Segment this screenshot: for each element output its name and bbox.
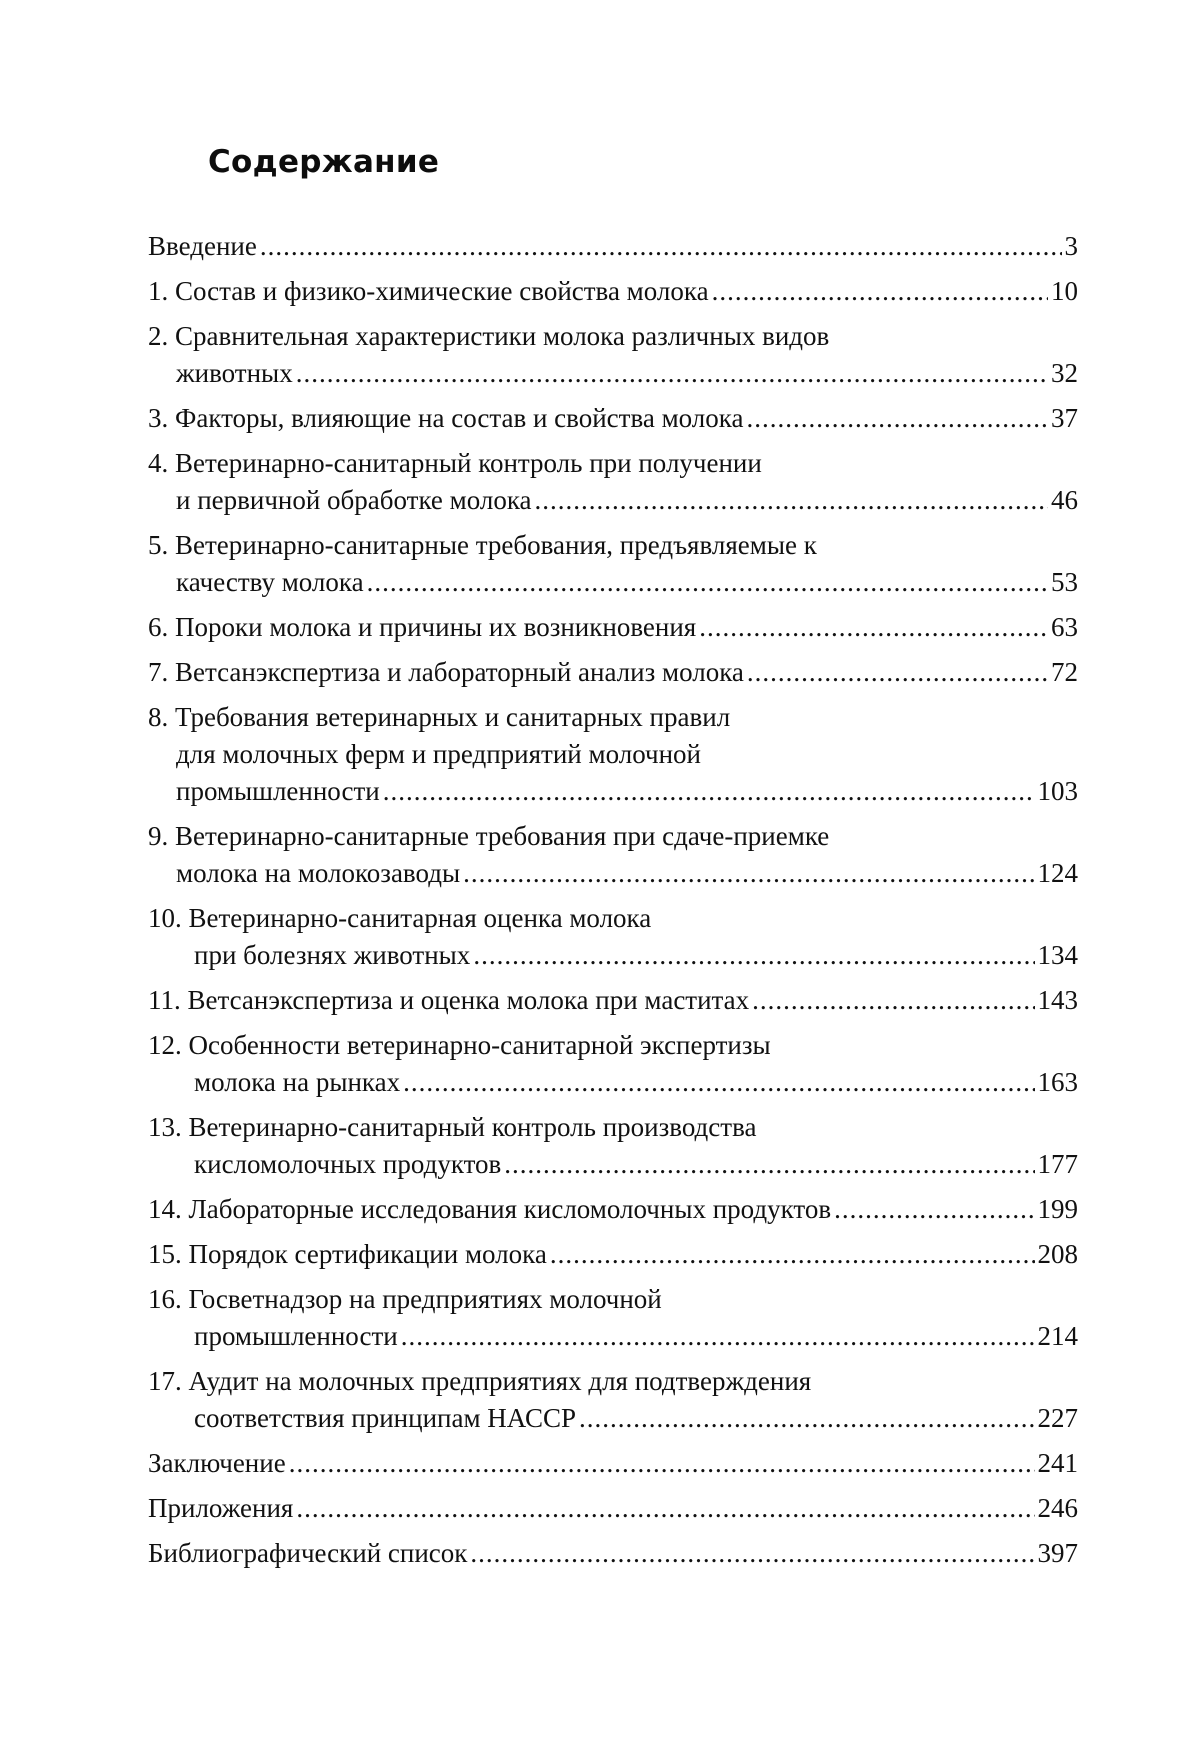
toc-entry [148, 228, 1078, 265]
toc-entry-text: 10. Ветеринарно-санитарная оценка молока [148, 903, 652, 933]
toc-entry-text: при болезнях животных [194, 940, 471, 970]
toc-entry-line [148, 736, 1078, 773]
toc-entry-text: 14. Лабораторные исследования кисломолочных продуктов [148, 1194, 832, 1224]
toc-entry [148, 1109, 1078, 1183]
toc-entry-line [148, 1363, 1078, 1400]
toc-entry-text: 2. Сравнительная характеристики молока различных видов [148, 321, 830, 351]
dot-leader [746, 400, 1048, 437]
toc-entry [148, 1236, 1078, 1273]
toc-page-number: 103 [1037, 776, 1078, 806]
toc-entry-text: 5. Ветеринарно-санитарные требования, предъявляемые к [148, 530, 817, 560]
toc-entry-text: 11. Ветсанэкспертиза и оценка молока при маститах [148, 985, 750, 1015]
toc-page-number: 10 [1051, 276, 1078, 306]
toc-entry [148, 527, 1078, 601]
toc-entry-text: Введение [148, 231, 257, 261]
toc-page-number: 143 [1037, 985, 1078, 1015]
dot-leader [834, 1191, 1034, 1228]
toc-entry [148, 654, 1078, 691]
toc-page-number: 32 [1051, 358, 1078, 388]
dot-leader [401, 1318, 1035, 1355]
toc-entry [148, 1027, 1078, 1101]
toc-page-number: 46 [1051, 485, 1078, 515]
dot-leader [535, 482, 1048, 519]
toc-entry-line [148, 699, 1078, 736]
toc-entry-text: 3. Факторы, влияющие на состав и свойства молока [148, 403, 744, 433]
toc-entry-text: для молочных ферм и предприятий молочной [176, 739, 701, 769]
toc-page-number: 227 [1037, 1403, 1078, 1433]
toc-entry-line [148, 1445, 1078, 1482]
toc-entry-line [148, 445, 1078, 482]
toc-page-number: 3 [1064, 231, 1078, 261]
toc-entry-text: молока на молокозаводы [176, 858, 461, 888]
toc-entry-text: молока на рынках [194, 1067, 401, 1097]
toc-entry-line [148, 773, 1078, 810]
toc-entry-line [148, 355, 1078, 392]
toc-entry-text: соответствия принципам НАССР [194, 1403, 576, 1433]
toc-entry-text: промышленности [194, 1321, 398, 1351]
page-title: Содержание [208, 144, 440, 180]
toc-entry [148, 273, 1078, 310]
toc-entry-text: 13. Ветеринарно-санитарный контроль производства [148, 1112, 757, 1142]
dot-leader [289, 1445, 1035, 1482]
toc-entry-line [148, 855, 1078, 892]
toc-entry-line [148, 1191, 1078, 1228]
toc-entry-line [148, 818, 1078, 855]
toc-entry-line [148, 318, 1078, 355]
toc-page-number: 72 [1051, 657, 1078, 687]
toc-entry-text: качеству молока [176, 567, 364, 597]
toc-entry [148, 818, 1078, 892]
toc-entry-text: Заключение [148, 1448, 286, 1478]
toc-entry-text: и первичной обработке молока [176, 485, 532, 515]
toc-entry-text: 12. Особенности ветеринарно-санитарной экспертизы [148, 1030, 771, 1060]
toc-entry-text: животных [176, 358, 293, 388]
dot-leader [473, 937, 1034, 974]
toc-entry-text: 17. Аудит на молочных предприятиях для подтверждения [148, 1366, 812, 1396]
toc-entry [148, 900, 1078, 974]
toc-entry [148, 699, 1078, 810]
toc-page-number: 214 [1037, 1321, 1078, 1351]
toc-entry-line [148, 228, 1078, 265]
toc-page-number: 134 [1037, 940, 1078, 970]
dot-leader [367, 564, 1048, 601]
toc-page-number: 199 [1037, 1194, 1078, 1224]
dot-leader [383, 773, 1035, 810]
toc-entry [148, 445, 1078, 519]
toc-entry-line [148, 1400, 1078, 1437]
table-of-contents [148, 228, 1078, 1580]
dot-leader [747, 654, 1048, 691]
toc-entry-line [148, 482, 1078, 519]
toc-entry-line [148, 982, 1078, 1019]
toc-entry-line [148, 1535, 1078, 1572]
toc-entry [148, 400, 1078, 437]
toc-entry-text: 16. Госветнадзор на предприятиях молочной [148, 1284, 662, 1314]
toc-entry-text: 1. Состав и физико-химические свойства молока [148, 276, 709, 306]
toc-entry-line [148, 654, 1078, 691]
toc-entry-line [148, 1281, 1078, 1318]
toc-page-number: 63 [1051, 612, 1078, 642]
toc-entry [148, 1535, 1078, 1572]
toc-entry-text: 7. Ветсанэкспертиза и лабораторный анализ молока [148, 657, 744, 687]
dot-leader [463, 855, 1034, 892]
toc-page-number: 163 [1037, 1067, 1078, 1097]
toc-page-number: 124 [1037, 858, 1078, 888]
toc-entry [148, 609, 1078, 646]
dot-leader [699, 609, 1048, 646]
dot-leader [712, 273, 1048, 310]
toc-entry-text: 4. Ветеринарно-санитарный контроль при получении [148, 448, 762, 478]
toc-entry-line [148, 1064, 1078, 1101]
dot-leader [550, 1236, 1035, 1273]
toc-entry-line [148, 1146, 1078, 1183]
dot-leader [296, 355, 1048, 392]
dot-leader [260, 228, 1062, 265]
toc-entry [148, 1281, 1078, 1355]
dot-leader [296, 1490, 1034, 1527]
dot-leader [579, 1400, 1035, 1437]
toc-page-number: 397 [1037, 1538, 1078, 1568]
toc-entry-line [148, 1490, 1078, 1527]
toc-entry-text: 15. Порядок сертификации молока [148, 1239, 547, 1269]
toc-entry-text: 9. Ветеринарно-санитарные требования при сдаче-приемке [148, 821, 830, 851]
toc-entry [148, 1363, 1078, 1437]
dot-leader [470, 1535, 1034, 1572]
toc-entry-text: промышленности [176, 776, 380, 806]
toc-entry [148, 1191, 1078, 1228]
toc-entry-line [148, 1109, 1078, 1146]
toc-entry-line [148, 527, 1078, 564]
toc-page-number: 177 [1037, 1149, 1078, 1179]
toc-page-number: 208 [1037, 1239, 1078, 1269]
dot-leader [752, 982, 1034, 1019]
toc-page-number: 37 [1051, 403, 1078, 433]
toc-page-number: 241 [1037, 1448, 1078, 1478]
dot-leader [403, 1064, 1034, 1101]
toc-entry-text: Приложения [148, 1493, 294, 1523]
dot-leader [504, 1146, 1034, 1183]
toc-entry-text: 6. Пороки молока и причины их возникновения [148, 612, 697, 642]
toc-entry-line [148, 900, 1078, 937]
toc-page-number: 246 [1037, 1493, 1078, 1523]
toc-entry-line [148, 937, 1078, 974]
toc-entry [148, 318, 1078, 392]
toc-entry [148, 1445, 1078, 1482]
toc-entry-text: 8. Требования ветеринарных и санитарных правил [148, 702, 731, 732]
toc-entry-line [148, 1027, 1078, 1064]
toc-entry-text: Библиографический список [148, 1538, 468, 1568]
toc-page-number: 53 [1051, 567, 1078, 597]
toc-entry [148, 1490, 1078, 1527]
toc-entry-line [148, 273, 1078, 310]
toc-entry-text: кисломолочных продуктов [194, 1149, 502, 1179]
toc-entry-line [148, 564, 1078, 601]
toc-entry-line [148, 1236, 1078, 1273]
toc-entry-line [148, 609, 1078, 646]
toc-entry-line [148, 400, 1078, 437]
toc-entry-line [148, 1318, 1078, 1355]
toc-entry [148, 982, 1078, 1019]
